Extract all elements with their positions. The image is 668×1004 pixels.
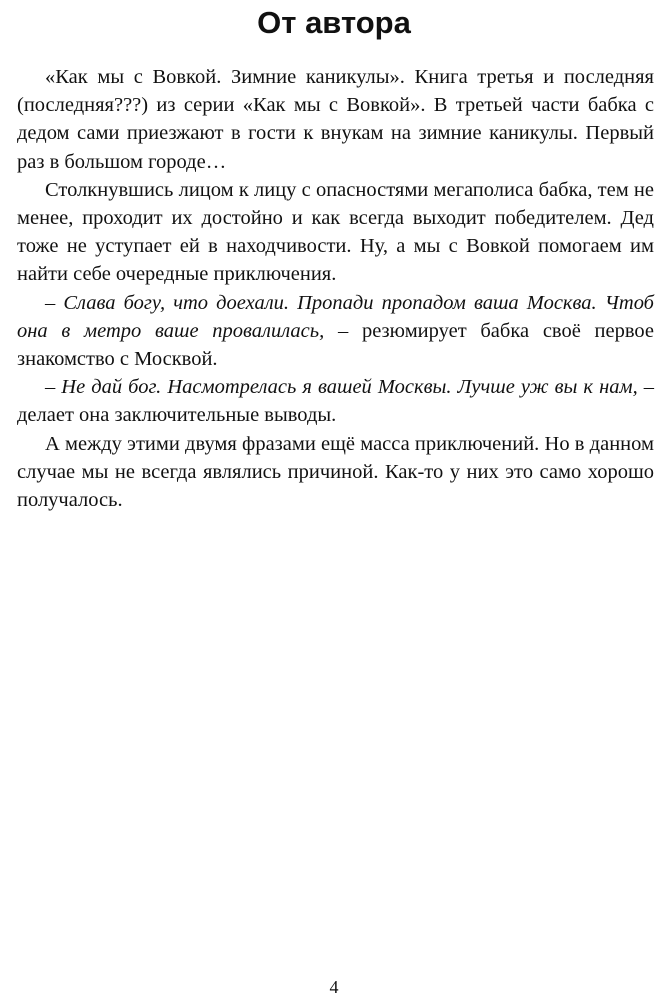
paragraph-quote-conclusion — [17, 373, 654, 429]
page-number: 4 — [329, 977, 339, 997]
quote-attribution: – делает она заключительные выводы. — [17, 376, 654, 427]
paragraph-quote-arrival — [17, 289, 654, 374]
paragraph-text: Столкнувшись лицом к лицу с опасностями мегаполиса бабка, тем не менее, проходит их достойно и как всегда выходит победителем. Дед тоже не уступает ей в находчивости. Ну, а мы с Вовкой помогаем им найти себе очередные приключения. — [17, 178, 654, 286]
quote-attribution: – резюмирует бабка своё первое знакомство с Москвой. — [17, 319, 654, 371]
page-title: От автора — [257, 5, 411, 40]
paragraph-intro — [17, 63, 654, 176]
page-body — [17, 63, 654, 514]
paragraph-text: А между этими двумя фразами ещё масса приключений. Но в данном случае мы не всегда являлись причиной. Как-то у них это само хорошо получалось. — [17, 432, 654, 512]
paragraph-megapolis — [17, 176, 654, 289]
quote-text: – Не дай бог. Насмотрелась я вашей Москвы. Лучше уж вы к нам, — [45, 376, 638, 399]
quote-text: – Слава богу, что доехали. Пропади пропадом ваша Москва. Чтоб она в метро ваше провалилась, — [17, 291, 654, 342]
paragraph-text: «Как мы с Вовкой. Зимние каникулы». Книга третья и последняя (последняя???) из серии «Как мы с Вовкой». В третьей части бабка с дедом сами приезжают в гости к внукам на зимние каникулы. Первый раз в большом городе… — [17, 66, 654, 173]
paragraph-closing — [17, 430, 654, 515]
